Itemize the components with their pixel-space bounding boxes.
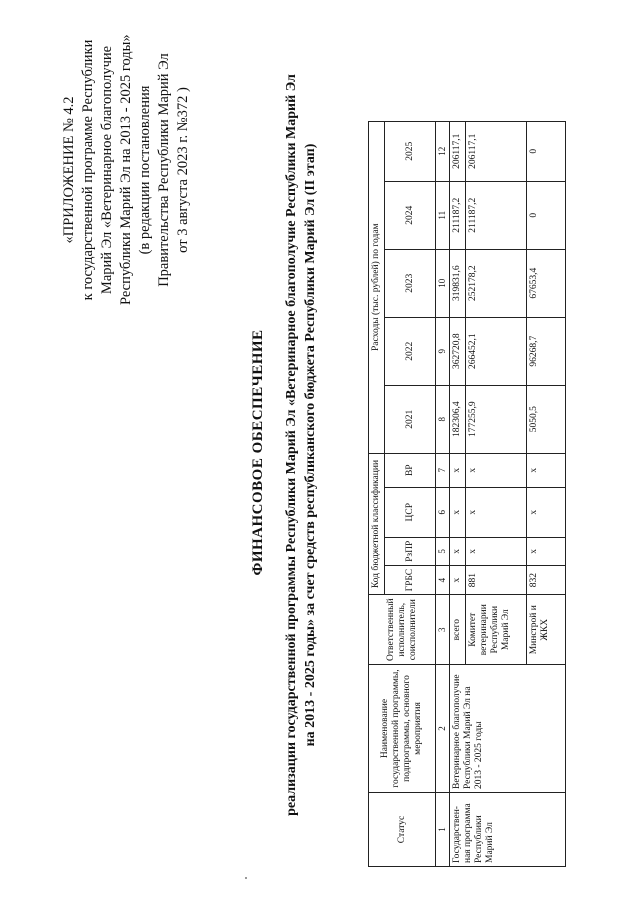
document-title: ФИНАНСОВОЕ ОБЕСПЕЧЕНИЕ	[250, 329, 266, 576]
value-cell: 266452,1	[466, 317, 527, 385]
csr-cell: х	[450, 487, 466, 537]
value-cell: 0	[527, 121, 566, 181]
value-cell: 211187,2	[450, 181, 466, 249]
table-row	[450, 121, 466, 866]
value-cell: 211187,2	[466, 181, 527, 249]
appendix-line: Республики Марий Эл на 2013 - 2025 годы»	[118, 34, 134, 305]
value-cell: 206117,1	[466, 121, 527, 181]
grbs-cell: 832	[527, 565, 566, 595]
value-cell: 182306,4	[450, 385, 466, 453]
header-name: Наименование государственной программы, подпрограммы, основного мероприятия	[369, 665, 436, 793]
column-number: 6	[436, 487, 450, 537]
column-number: 3	[436, 595, 450, 665]
appendix-line: Марий Эл «Ветеринарное благополучие	[99, 45, 115, 295]
column-number: 12	[436, 121, 450, 181]
value-cell: 0	[527, 181, 566, 249]
header-budget-code: Код бюджетной классификации	[369, 453, 385, 595]
rzpr-cell: х	[466, 537, 527, 565]
value-cell: 67653,4	[527, 249, 566, 317]
header-executor: Ответственный исполнитель, соисполнители	[369, 595, 436, 665]
appendix-header	[60, 35, 193, 305]
vr-cell: х	[527, 453, 566, 487]
header-vr: ВР	[385, 453, 436, 487]
appendix-line: «ПРИЛОЖЕНИЕ № 4.2	[61, 96, 77, 244]
program-name-cell: Ветеринарное благополучие Республики Марий Эл на 2013 - 2025 годы	[450, 665, 566, 793]
header-year: 2023	[385, 249, 436, 317]
column-number: 1	[436, 793, 450, 867]
column-number: 10	[436, 249, 450, 317]
appendix-line: (в редакции постановления	[137, 85, 153, 255]
grbs-cell: х	[450, 565, 466, 595]
document-subtitle: реализации государственной программы Республики Марий Эл «Ветеринарное благополучие Республики Марий Эл на 2013 - 2025 годы» за счет средств республиканского бюджета Республики Марий Эл (II этап)	[284, 74, 318, 816]
header-expenses: Расходы (тыс. рублей) по годам	[369, 121, 385, 453]
vr-cell: х	[466, 453, 527, 487]
appendix-line: Правительства Республики Марий Эл	[156, 53, 172, 287]
header-year: 2025	[385, 121, 436, 181]
scan-speck	[245, 877, 247, 879]
header-year: 2024	[385, 181, 436, 249]
column-number: 2	[436, 665, 450, 793]
rzpr-cell: х	[527, 537, 566, 565]
header-year: 2021	[385, 385, 436, 453]
column-number: 4	[436, 565, 450, 595]
value-cell: 319831,6	[450, 249, 466, 317]
executor-cell: Комитет ветеринарии Республики Марий Эл	[466, 595, 527, 665]
executor-cell: Минстрой и ЖКХ	[527, 595, 566, 665]
value-cell: 5050,5	[527, 385, 566, 453]
appendix-line: от 3 августа 2023 г. №372 )	[175, 87, 191, 253]
column-number: 11	[436, 181, 450, 249]
header-rzpr: РзПР	[385, 537, 436, 565]
value-cell: 96268,7	[527, 317, 566, 385]
column-number: 9	[436, 317, 450, 385]
rzpr-cell: х	[450, 537, 466, 565]
column-number: 5	[436, 537, 450, 565]
header-year: 2022	[385, 317, 436, 385]
value-cell: 252178,2	[466, 249, 527, 317]
column-number: 7	[436, 453, 450, 487]
column-number: 8	[436, 385, 450, 453]
value-cell: 177255,9	[466, 385, 527, 453]
financing-table	[368, 121, 566, 867]
executor-cell: всего	[450, 595, 466, 665]
appendix-line: к государственной программе Республики	[80, 39, 96, 301]
vr-cell: х	[450, 453, 466, 487]
header-status: Статус	[369, 793, 436, 867]
csr-cell: х	[466, 487, 527, 537]
status-cell: Государствен-ная программа Республики Марий Эл	[450, 793, 566, 867]
grbs-cell: 881	[466, 565, 527, 595]
header-csr: ЦСР	[385, 487, 436, 537]
value-cell: 362720,8	[450, 317, 466, 385]
csr-cell: х	[527, 487, 566, 537]
value-cell: 206117,1	[450, 121, 466, 181]
header-grbs: ГРБС	[385, 565, 436, 595]
